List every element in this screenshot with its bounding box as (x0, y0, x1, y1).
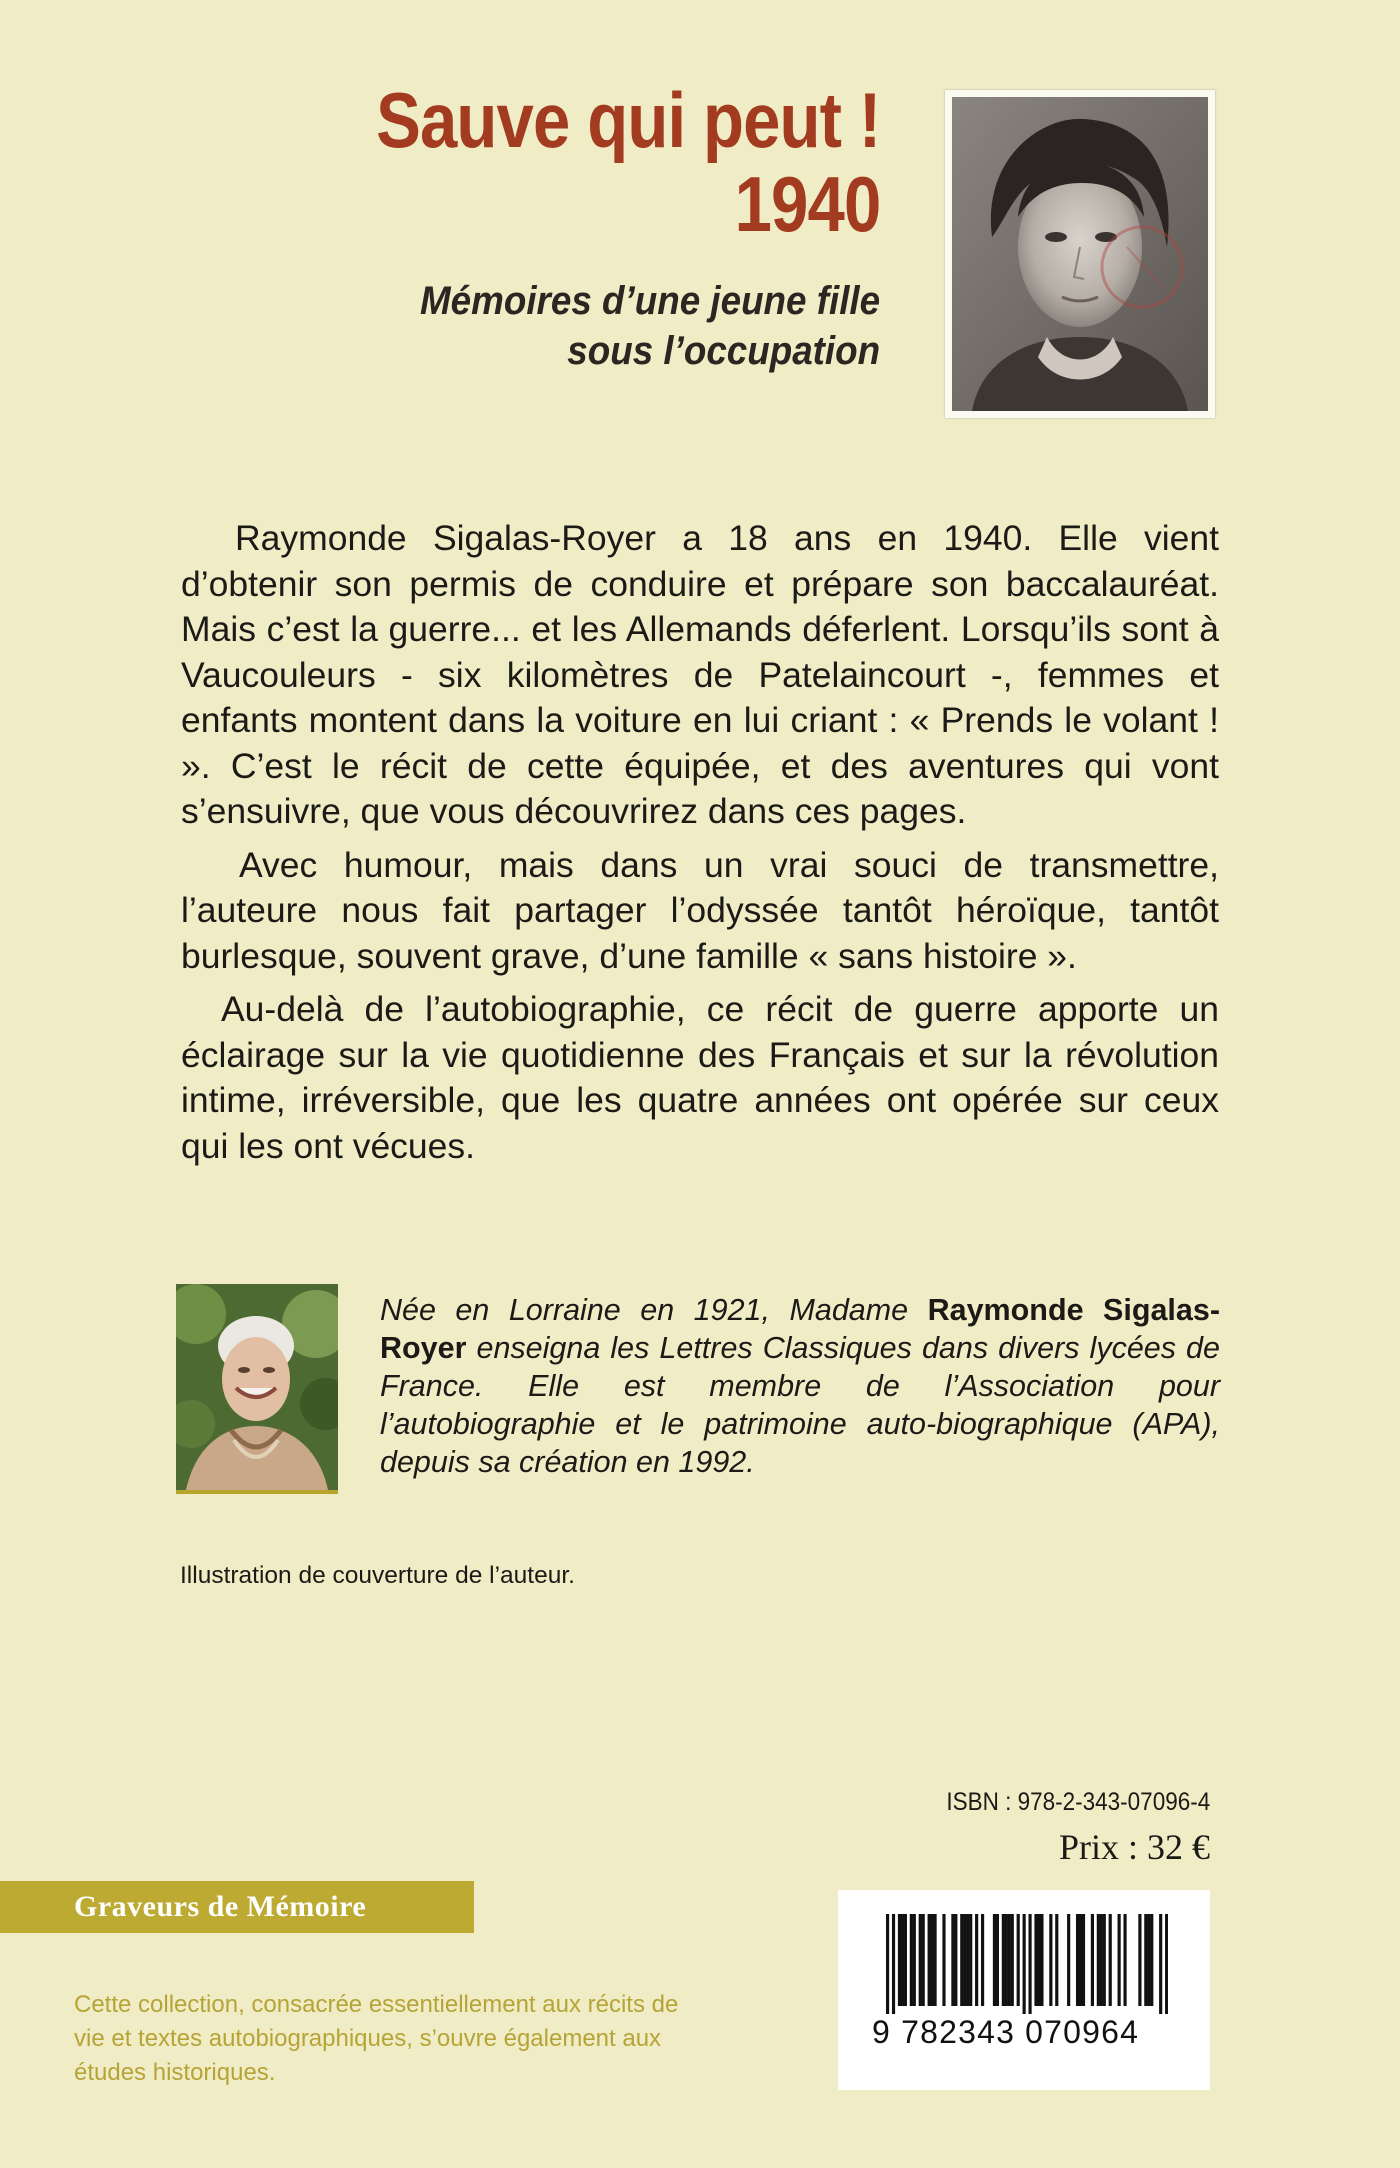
author-bio (380, 1291, 1220, 1481)
barcode-bar (942, 1914, 945, 2006)
barcode-bar (931, 1914, 934, 2006)
title-line-1: Sauve qui peut ! (375, 76, 880, 164)
barcode-bar (1079, 1914, 1082, 2006)
barcode-bar (1165, 1914, 1168, 2014)
barcode-bar (1100, 1914, 1103, 2006)
barcode-bar (954, 1914, 957, 2006)
barcode-bar (892, 1914, 895, 2014)
barcode-bar (1023, 1914, 1026, 2014)
barcode-bar (1037, 1914, 1040, 2006)
barcode-bar (1097, 1914, 1100, 2006)
barcode-bar (1147, 1914, 1150, 2006)
illustration-credit: Illustration de couverture de l’auteur. (180, 1562, 575, 1589)
barcode-bar (975, 1914, 978, 2006)
isbn: ISBN : 978-2-343-07096-4 (946, 1788, 1210, 1816)
barcode-bar (1017, 1914, 1020, 2006)
barcode-bar (1034, 1914, 1037, 2006)
barcode-bar (901, 1914, 904, 2006)
bio-suffix: enseigna les Lettres Classiques dans divers lycées de France. Elle est membre de l’Association pour l’autobiographie et le patrimoine auto-biographique (APA), depuis sa création en 1992. (380, 1331, 1220, 1479)
barcode-bar (1138, 1914, 1141, 2006)
barcode-bar (1055, 1914, 1058, 2006)
collection-name-banner: Graveurs de Mémoire (0, 1881, 474, 1933)
barcode-bar (1008, 1914, 1011, 2006)
subtitle-line-2: sous l’occupation (567, 329, 880, 373)
barcode-bar (904, 1914, 907, 2006)
barcode-digits: 9 782343 070964 (872, 2014, 1140, 2050)
barcode (838, 1890, 1210, 2090)
barcode-bar (1040, 1914, 1043, 2006)
synopsis-paragraph-1: Raymonde Sigalas-Royer a 18 ans en 1940. Elle vient d’obtenir son permis de conduire et prépare son baccalauréat. Mais c’est la guerre... et les Allemands déferlent. Lorsqu’ils sont à Vaucouleurs - six kilomètres de Patelaincourt -, femmes et enfants montent dans la voiture en lui criant : « Prends le volant ! ». C’est le récit de cette équipée, et des aventures qui vont s’ensuivre, que vous découvrirez dans ces pages. (181, 518, 1219, 831)
barcode-bar (969, 1914, 972, 2006)
book-title (376, 78, 880, 246)
barcode-bar (910, 1914, 913, 2006)
title-line-2: 1940 (734, 160, 880, 248)
barcode-bar (951, 1914, 954, 2006)
barcode-bar (928, 1914, 931, 2006)
barcode-bar (993, 1914, 996, 2006)
barcode-bar (1049, 1914, 1052, 2006)
barcode-bar (1076, 1914, 1079, 2006)
barcode-bar (1109, 1914, 1112, 2006)
barcode-bar (1082, 1914, 1085, 2006)
book-subtitle (420, 276, 880, 376)
barcode-bar (1067, 1914, 1070, 2006)
bio-prefix: Née en Lorraine en 1921, Madame (380, 1293, 928, 1327)
barcode-bar (922, 1914, 925, 2006)
barcode-bar (1150, 1914, 1153, 2006)
author-photo (176, 1284, 338, 1494)
barcode-bar (1028, 1914, 1031, 2014)
barcode-bar (966, 1914, 969, 2006)
subtitle-line-1: Mémoires d’une jeune fille (419, 279, 880, 323)
synopsis (181, 516, 1219, 1177)
author-portrait-image (176, 1284, 338, 1490)
synopsis-paragraph-2: Avec humour, mais dans un vrai souci de transmettre, l’auteure nous fait partager l’odyssée tantôt héroïque, tantôt burlesque, souvent grave, d’une famille « sans histoire ». (181, 844, 1219, 976)
barcode-bar (1159, 1914, 1162, 2014)
barcode-bar (960, 1914, 963, 2006)
barcode-bar (1144, 1914, 1147, 2006)
barcode-bar (1005, 1914, 1008, 2006)
barcode-bar (963, 1914, 966, 2006)
barcode-bar (1103, 1914, 1106, 2006)
price: Prix : 32 € (1058, 1827, 1210, 1867)
synopsis-paragraph-3: Au-delà de l’autobiographie, ce récit de guerre apporte un éclairage sur la vie quotidienne des Français et sur la révolution intime, irréversible, que les quatre années ont opérée sur ceux qui les ont vécues. (181, 989, 1219, 1166)
barcode-bar (996, 1914, 999, 2006)
barcode-bar (1123, 1914, 1126, 2006)
barcode-bar (898, 1914, 901, 2006)
barcode-bar (919, 1914, 922, 2006)
barcode-bar (981, 1914, 984, 2006)
author-name: Raymonde Sigalas-Royer (380, 1293, 1220, 1365)
barcode-bar (933, 1914, 936, 2006)
barcode-bar (913, 1914, 916, 2006)
barcode-bar (886, 1914, 889, 2014)
barcode-bar (1118, 1914, 1121, 2006)
barcode-bar (1091, 1914, 1094, 2006)
vintage-portrait-image (952, 97, 1208, 411)
barcode-bar (1011, 1914, 1014, 2006)
barcode-bars (886, 1914, 1168, 2014)
collection-description: Cette collection, consacrée essentiellement aux récits de vie et textes autobiographiques, s’ouvre également aux études historiques. (74, 1991, 679, 2086)
cover-portrait-photo (945, 90, 1215, 418)
barcode-bar (1002, 1914, 1005, 2006)
